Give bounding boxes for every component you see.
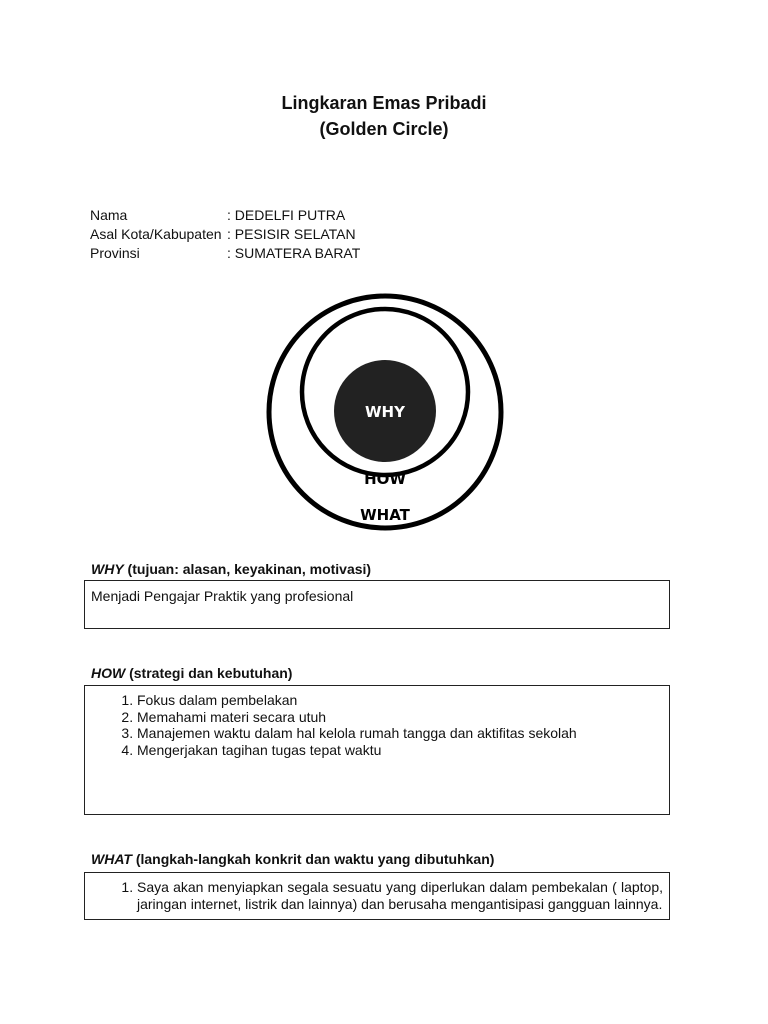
why-box	[84, 580, 670, 629]
document-subtitle: (Golden Circle)	[319, 119, 449, 139]
list-item: 1. Saya akan menyiapkan segala sesuatu yang diperlukan dalam pembekalan ( laptop, jaringan internet, listrik dan lainnya) dan berusaha mengantisipasi gangguan lainnya.	[137, 879, 663, 913]
what-key: WHAT	[91, 851, 132, 867]
identity-label: Asal Kota/Kabupaten	[90, 226, 222, 242]
identity-label: Provinsi	[90, 245, 140, 261]
what-desc: (langkah-langkah konkrit dan waktu yang dibutuhkan)	[131, 851, 495, 867]
what-box	[84, 872, 670, 920]
why-content: Menjadi Pengajar Praktik yang profesional	[91, 588, 354, 604]
identity-block	[90, 206, 360, 263]
what-label: WHAT	[360, 506, 410, 524]
why-label: WHY	[365, 403, 405, 421]
list-item: 3. Manajemen waktu dalam hal kelola rumah tangga dan aktifitas sekolah	[137, 725, 669, 742]
identity-value: : PESISIR SELATAN	[227, 226, 356, 242]
identity-row-name	[90, 206, 360, 225]
golden-circle-diagram	[265, 286, 507, 538]
list-item: 2. Memahami materi secara utuh	[137, 709, 669, 726]
how-label: HOW	[364, 470, 406, 488]
why-heading	[91, 561, 371, 577]
list-item: 1. Fokus dalam pembelakan	[137, 692, 669, 709]
how-desc: (strategi dan kebutuhan)	[125, 665, 293, 681]
what-heading	[91, 851, 494, 867]
how-heading	[91, 665, 292, 681]
what-list	[85, 879, 663, 913]
how-key: HOW	[91, 665, 126, 681]
identity-value: : SUMATERA BARAT	[227, 245, 361, 261]
document-title: Lingkaran Emas Pribadi	[281, 93, 487, 113]
how-box	[84, 685, 670, 815]
why-desc: (tujuan: alasan, keyakinan, motivasi)	[123, 561, 372, 577]
how-list	[85, 692, 669, 758]
list-item: 4. Mengerjakan tagihan tugas tepat waktu	[137, 742, 669, 759]
identity-label: Nama	[90, 207, 128, 223]
why-key: WHY	[91, 561, 124, 577]
identity-value: : DEDELFI PUTRA	[227, 207, 346, 223]
identity-row-province	[90, 244, 360, 263]
identity-row-city	[90, 225, 360, 244]
